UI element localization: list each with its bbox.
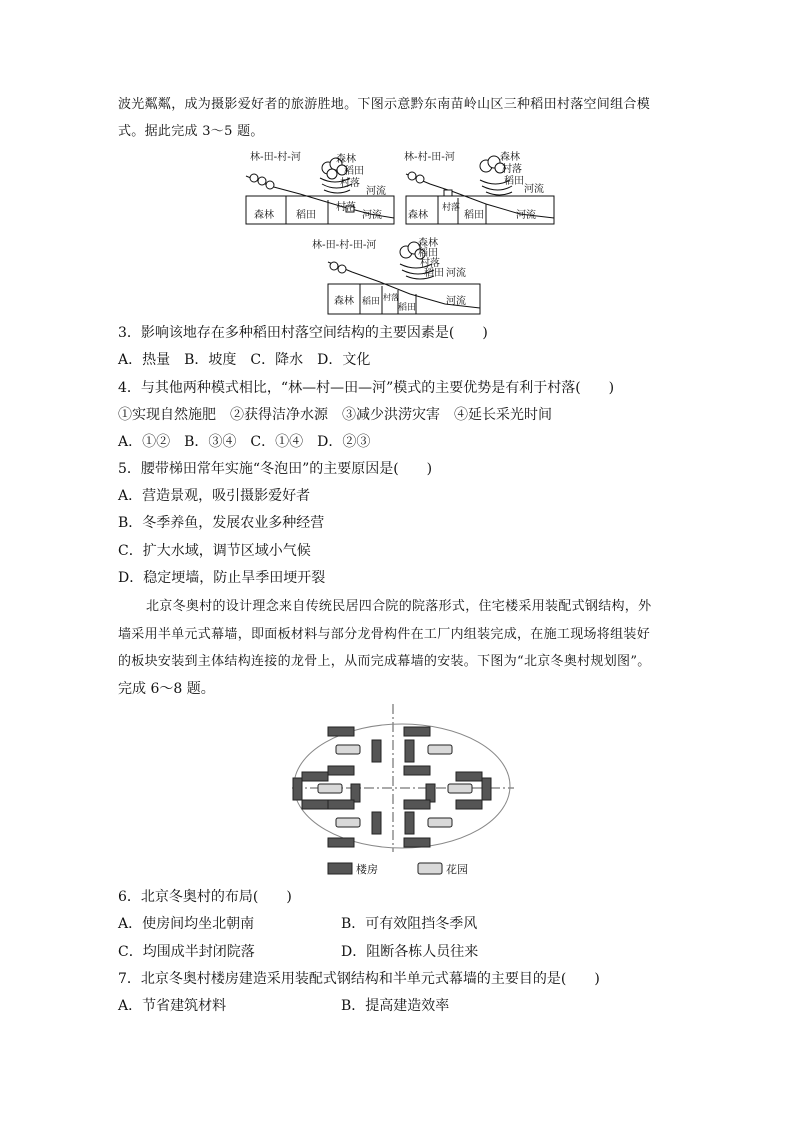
- d1-base-forest: 森林: [254, 210, 274, 221]
- q6-option-a: A．使房间均坐北朝南: [118, 916, 255, 932]
- q3-options: A．热量 B．坡度 C．降水 D．文化: [118, 352, 371, 368]
- d2-base-river: 河流: [516, 210, 536, 221]
- diagram-1: [246, 150, 394, 224]
- q7-option-a: A．节省建筑材料: [118, 998, 227, 1014]
- d2-base-field: 稻田: [464, 210, 484, 221]
- d3-base-field: 稻田: [362, 297, 381, 307]
- passage2-line-2: 墙采用半单元式幕墙，即面板材料与部分龙骨构件在工厂内组装完成，在施工现场将组装好: [118, 627, 651, 642]
- olympic-village-plan: [288, 700, 518, 880]
- d1-river: 河流: [366, 186, 386, 197]
- q5-option-d: D．稳定埂墙，防止旱季田埂开裂: [118, 570, 326, 586]
- passage2-line-1: 北京冬奥村的设计理念来自传统民居四合院的院落形式，住宅楼采用装配式钢结构，外: [146, 599, 652, 614]
- d3-base-village: 村落: [383, 293, 399, 302]
- d2-title: 林-村-田-河: [404, 152, 455, 163]
- d3-title: 林-田-村-田-河: [312, 240, 377, 251]
- d2-forest: 森林: [500, 152, 520, 163]
- d1-forest: 森林: [336, 154, 356, 165]
- passage2-line-4: 完成 6～8 题。: [118, 681, 215, 697]
- q6-option-d: D．阻断各栋人员往来: [341, 944, 479, 960]
- d1-base-field: 稻田: [296, 210, 316, 221]
- q5-option-a: A．营造景观，吸引摄影爱好者: [118, 488, 311, 504]
- d3-base-river: 河流: [446, 296, 466, 307]
- q7-stem: 7．北京冬奥村楼房建造采用装配式钢结构和半单元式幕墙的主要目的是( ): [118, 971, 600, 987]
- q6-option-b: B．可有效阻挡冬季风: [341, 916, 478, 932]
- d2-village: 村落: [502, 164, 522, 175]
- q5-option-b: B．冬季养鱼，发展农业多种经营: [118, 515, 325, 531]
- intro-line-1: 波光粼粼，成为摄影爱好者的旅游胜地。下图示意黔东南苗岭山区三种稻田村落空间组合模: [118, 97, 651, 112]
- diagram-3: [312, 236, 480, 314]
- q6-option-c: C．均围成半封闭院落: [118, 944, 255, 960]
- q3-stem: 3．影响该地存在多种稻田村落空间结构的主要因素是( ): [118, 325, 488, 341]
- legend-garden-label: 花园: [446, 863, 468, 876]
- d2-river: 河流: [524, 184, 544, 195]
- d3-forest: 森林: [418, 238, 438, 249]
- q6-stem: 6．北京冬奥村的布局( ): [118, 889, 292, 905]
- d1-base-village: 村落: [336, 202, 356, 213]
- q5-option-c: C．扩大水域，调节区域小气候: [118, 543, 311, 559]
- d3-base-forest: 森林: [334, 296, 354, 307]
- q4-items: ①实现自然施肥 ②获得洁净水源 ③减少洪涝灾害 ④延长采光时间: [118, 407, 552, 423]
- d1-base-river: 河流: [362, 210, 382, 221]
- legend-building-label: 楼房: [356, 863, 378, 876]
- d3-river: 河流: [446, 268, 466, 279]
- d3-field2: 稻田: [424, 268, 444, 279]
- q4-options: A．①② B．③④ C．①④ D．②③: [118, 434, 371, 450]
- q7-option-b: B．提高建造效率: [341, 998, 450, 1014]
- d2-base-forest: 森林: [408, 210, 428, 221]
- d3-village: 村落: [420, 258, 440, 269]
- d1-title: 林-田-村-河: [250, 152, 301, 163]
- d3-field: 稻田: [418, 248, 438, 259]
- q5-stem: 5．腰带梯田常年实施“冬泡田”的主要原因是( ): [118, 461, 433, 477]
- terrace-village-diagrams: [240, 148, 560, 320]
- diagram-2: [404, 150, 554, 224]
- legend-building-swatch: [328, 863, 352, 874]
- legend-garden-swatch: [418, 863, 442, 874]
- d2-base-village: 村落: [442, 203, 461, 213]
- q4-stem: 4．与其他两种模式相比，“林—村—田—河”模式的主要优势是有利于村落( ): [118, 380, 615, 396]
- passage2-line-3: 的板块安装到主体结构连接的龙骨上，从而完成幕墙的安装。下图为“北京冬奥村规划图”。: [118, 654, 651, 669]
- intro-line-2: 式。据此完成 3～5 题。: [118, 124, 264, 139]
- d1-field: 稻田: [344, 166, 364, 177]
- d2-field: 稻田: [504, 176, 524, 187]
- d3-base-field2: 稻田: [398, 303, 417, 313]
- d1-village: 村落: [340, 178, 360, 189]
